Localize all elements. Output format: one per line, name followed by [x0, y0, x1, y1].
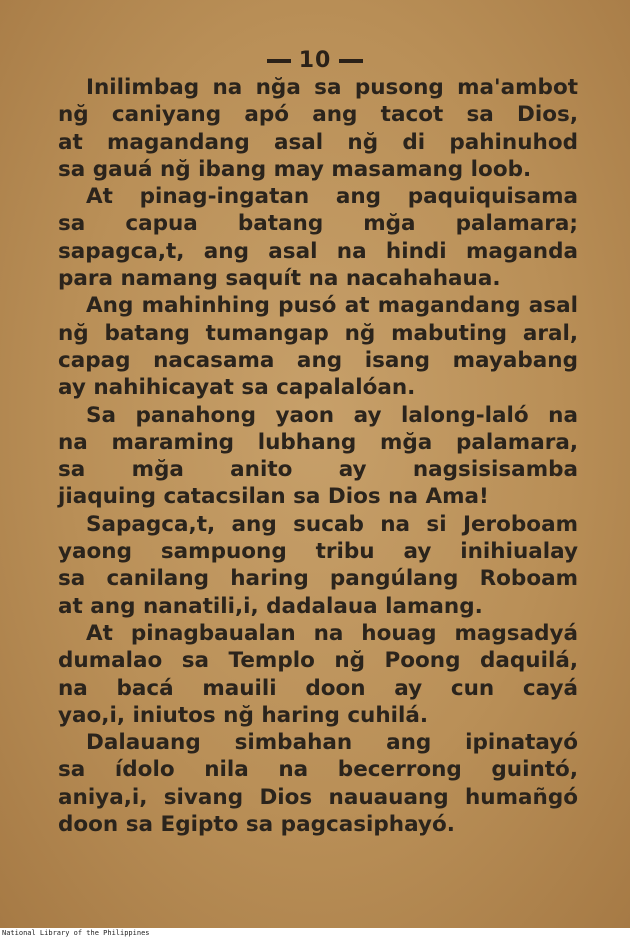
poem-line: at ang nanatili,i, dadalaua lamang.	[58, 593, 483, 619]
stanza	[58, 74, 578, 183]
poem-line: yao,i, iniutos nğ haring cuhilá.	[58, 702, 429, 728]
poem-line: sa gauá nğ ibang may masamang loob.	[58, 156, 532, 182]
library-credit: National Library of the Philippines	[0, 928, 630, 938]
poem-line: Inilimbag na nğa sa pusong ma'ambot	[86, 75, 578, 100]
poem-line: doon sa Egipto sa pagcasiphayó.	[58, 812, 455, 838]
dash-right	[339, 59, 363, 63]
poem-line: at magandang asal nğ di pahinuhod	[58, 129, 578, 155]
poem-line: Sa panahong yaon ay lalong-laló na	[86, 402, 578, 428]
poem-line: sapagca,t, ang asal na hindi maganda	[58, 238, 578, 264]
poem-line: sa ídolo nila na becerrong guintó,	[58, 757, 578, 783]
poem-line: At pinagbaualan na houag magsadyá	[86, 620, 578, 646]
dash-left	[267, 59, 291, 63]
poem-line: ay nahihicayat sa capalalóan.	[58, 375, 416, 401]
poem-line: sa capua batang mğa palamara;	[58, 211, 578, 237]
poem-line: dumalao sa Templo nğ Poong daquilá,	[58, 648, 578, 674]
poem-line: na maraming lubhang mğa palamara,	[58, 429, 578, 455]
stanza	[58, 511, 578, 620]
poem-line: nğ caniyang apó ang tacot sa Dios,	[58, 102, 578, 128]
poem-line: sa canilang haring pangúlang Roboam	[58, 566, 578, 592]
poem-line: Ang mahinhing pusó at magandang asal	[86, 293, 578, 319]
poem-line: At pinag-ingatan ang paquiquisama	[86, 184, 578, 210]
stanza	[58, 292, 578, 401]
page-number	[0, 48, 630, 73]
poem-line: sa mğa anito ay nagsisisamba	[58, 457, 578, 483]
poem-line: nğ batang tumangap nğ mabuting aral,	[58, 320, 578, 346]
poem-line: capag nacasama ang isang mayabang	[58, 347, 578, 373]
poem-line: yaong sampuong tribu ay inihiualay	[58, 539, 578, 565]
stanza	[58, 729, 578, 838]
page-number-value: 10	[298, 48, 332, 73]
stanza	[58, 402, 578, 511]
poem-line: para namang saquít na nacahahaua.	[58, 266, 501, 292]
stanza	[58, 183, 578, 292]
poem-line: aniya,i, sivang Dios nauauang humañgó	[58, 784, 578, 810]
poem-line: na bacá mauili doon ay cun cayá	[58, 675, 578, 701]
stanza	[58, 620, 578, 729]
poem-line: Dalauang simbahan ang ipinatayó	[86, 730, 578, 756]
poem-body	[58, 74, 578, 838]
poem-line: jiaquing catacsilan sa Dios na Ama!	[58, 484, 489, 510]
poem-line: Sapagca,t, ang sucab na si Jeroboam	[86, 511, 578, 537]
